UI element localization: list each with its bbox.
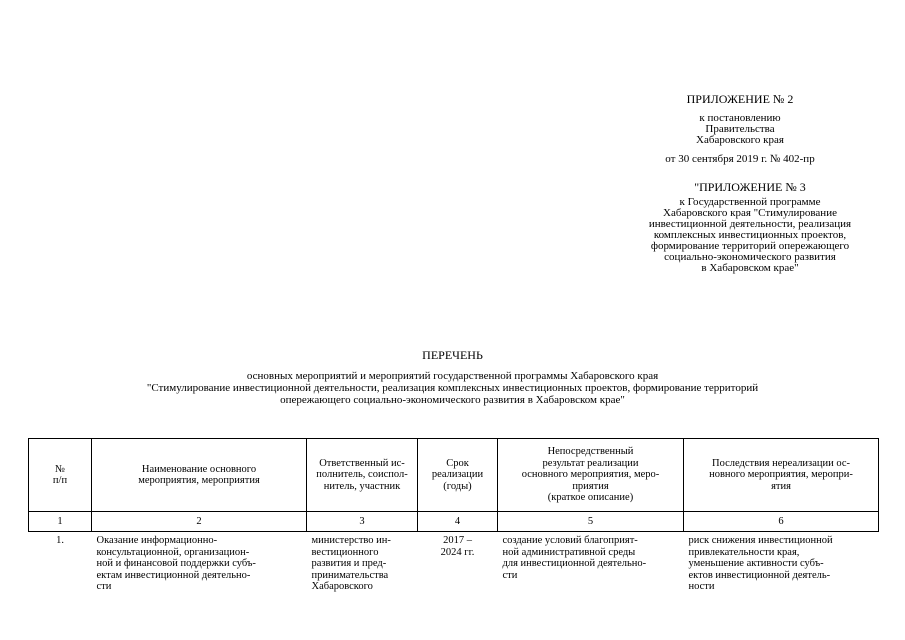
table-row [29, 532, 879, 593]
column-number: 5 [498, 512, 684, 532]
row-term: 2017 – 2024 гг. [440, 535, 475, 558]
appendix-3-line: комплексных инвестиционных проектов, [653, 229, 847, 241]
column-number: 3 [307, 512, 418, 532]
header-consequences: Последствия нереализации ос- новного мероприятия, меропри- ятия [684, 439, 879, 512]
heading-title: ПЕРЕЧЕНЬ [422, 348, 483, 362]
table-number-row [29, 512, 879, 532]
appendix-2-line: к постановлению [699, 112, 781, 124]
appendix-3-title: "ПРИЛОЖЕНИЕ № 3 [694, 180, 806, 194]
appendix-3-line: социально-экономического развития [664, 251, 836, 263]
appendix-3-line: к Государственной программе [679, 196, 821, 208]
header-measure-name: Наименование основного мероприятия, мероприятия [92, 439, 307, 512]
table-header-row [29, 439, 879, 512]
column-number: 1 [29, 512, 92, 532]
header-executor: Ответственный ис- полнитель, соиспол- нитель, участник [307, 439, 418, 512]
row-result: создание условий благоприят- ной административной среды для инвестиционной деятельно- сти [502, 535, 647, 581]
appendix-3-line: Хабаровского края "Стимулирование [663, 207, 837, 219]
row-number: 1. [56, 535, 64, 546]
row-executor: министерство ин- вестиционного развития и пред- принимательства Хабаровского [311, 535, 391, 592]
appendix-2-line: Правительства [705, 123, 775, 135]
appendix-2-line: Хабаровского края [696, 134, 784, 146]
appendix-3-line: в Хабаровском крае" [701, 262, 799, 274]
appendix-2-date: от 30 сентября 2019 г. № 402-пр [665, 153, 815, 165]
heading-line: опережающего социально-экономического развития в Хабаровском крае" [280, 394, 625, 406]
column-number: 4 [418, 512, 498, 532]
column-number: 6 [684, 512, 879, 532]
heading-line: основных мероприятий и мероприятий государственной программы Хабаровского края [246, 370, 659, 382]
row-consequences: риск снижения инвестиционной привлекательности края, уменьшение активности субъ- ектов инвестиционной деятель- ности [688, 535, 833, 592]
appendix-3-block [620, 182, 880, 274]
appendix-3-line: формирование территорий опережающего [650, 240, 850, 252]
measures-table [28, 438, 879, 593]
row-measure-name: Оказание информационно- консультационной, организацион- ной и финансовой поддержки субъ- ектам инвестиционной деятельно- сти [96, 535, 256, 592]
appendix-3-line: инвестиционной деятельности, реализация [648, 218, 852, 230]
header-result: Непосредственный результат реализации основного мероприятия, меро- приятия (краткое описание) [498, 439, 684, 512]
header-term: Срок реализации (годы) [418, 439, 498, 512]
column-number: 2 [92, 512, 307, 532]
appendix-2-block [640, 94, 840, 165]
appendix-2-title: ПРИЛОЖЕНИЕ № 2 [686, 92, 794, 106]
document-heading [40, 349, 865, 406]
heading-line: "Стимулирование инвестиционной деятельности, реализация комплексных инвестиционных проектов, формирование территорий [146, 382, 759, 394]
header-number: № п/п [29, 439, 92, 512]
